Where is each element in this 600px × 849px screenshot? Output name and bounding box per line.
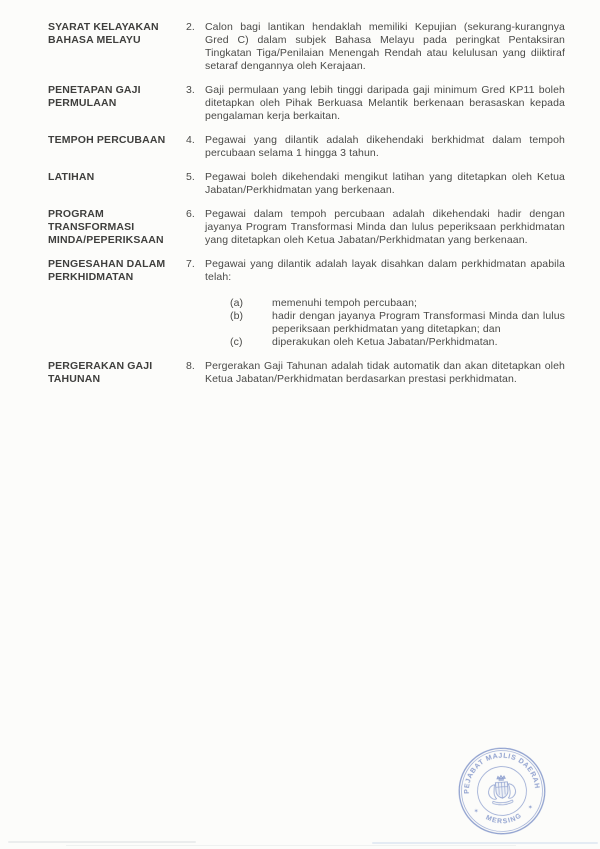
item-paragraph: Calon bagi lantikan hendaklah memiliki Kepujian (sekurang-kurangnya Gred C) dalam subjek Bahasa Melayu pada peringkat Pentaksiran Tingkatan Tiga/Penilaian Menengah Rendah atau kelulusan yang diiktiraf setaraf dengannya oleh Kerajaan. [205,21,565,72]
section-pengesahan [48,258,565,349]
item-body [205,134,565,160]
item-paragraph: Pegawai yang dilantik adalah dikehendaki berkhidmat dalam tempoh percubaan selama 1 hingga 3 tahun. [205,134,565,159]
item-paragraph: Pegawai dalam tempoh percubaan adalah dikehendaki hadir dengan jayanya Program Transformasi Minda dan lulus peperiksaan perkhidmatan yang ditetapkan oleh Ketua Jabatan/Perkhidmatan yang berkenaan. [205,208,565,246]
item-number: 5. [186,171,195,183]
item-paragraph: Gaji permulaan yang lebih tinggi daripada gaji minimum Gred KP11 boleh ditetapkan oleh Pihak Berkuasa Melantik berkenaan berasaskan kepada pengalaman kerja berkaitan. [205,84,565,122]
item-number: 8. [186,360,195,372]
section-pergerakan-gaji [48,360,565,386]
item-body [205,208,565,247]
official-stamp [456,745,548,837]
sub-item-label: (a) [230,297,244,309]
sub-item-text: diperakukan oleh Ketua Jabatan/Perkhidmatan. [272,336,498,348]
sub-item-text: hadir dengan jayanya Program Transformasi Minda dan lulus peperiksaan perkhidmatan yang ditetapkan; dan [272,310,565,335]
scan-artifact-left [8,841,196,843]
item-paragraph: Pegawai boleh dikehendaki mengikut latihan yang ditetapkan oleh Ketua Jabatan/Perkhidmatan yang berkenaan. [205,171,565,196]
item-paragraph: Pergerakan Gaji Tahunan adalah tidak automatik dan akan ditetapkan oleh Ketua Jabatan/Perkhidmatan berdasarkan prestasi perkhidmatan. [205,360,565,385]
sub-item-label: (b) [230,310,244,322]
item-number: 4. [186,134,195,146]
stamp-star-right-icon: ✶ [527,804,534,812]
section-heading: TEMPOH PERCUBAAN [48,134,166,146]
item-number: 7. [186,258,195,270]
sub-item-b [230,310,565,336]
section-program-transformasi [48,208,565,247]
item-paragraph: Pegawai yang dilantik adalah layak disahkan dalam perkhidmatan apabila telah: [205,258,565,283]
section-penetapan-gaji [48,84,565,123]
sub-list [230,297,565,349]
section-heading: LATIHAN [48,171,95,183]
document-content [48,21,565,397]
section-latihan [48,171,565,197]
sub-item-c [230,336,565,349]
section-heading: PERGERAKAN GAJI TAHUNAN [48,360,153,385]
sub-item-a [230,297,565,310]
coat-of-arms-icon [487,775,516,806]
item-body [205,360,565,386]
item-number: 2. [186,21,195,33]
stamp-star-left-icon: ✶ [473,808,479,815]
section-syarat-kelayakan [48,21,565,73]
item-body [205,258,565,349]
item-number: 6. [186,208,195,220]
item-body [205,171,565,197]
sub-item-text: memenuhi tempoh percubaan; [272,297,418,309]
item-number: 3. [186,84,195,96]
stamp-bottom-text: MERSING [484,812,524,826]
scan-artifact-right [372,842,598,844]
item-body [205,84,565,123]
sub-item-label: (c) [230,336,243,348]
item-body [205,21,565,73]
scan-artifact-middle [66,845,516,846]
section-tempoh-percubaan [48,134,565,160]
section-heading: PROGRAM TRANSFORMASI MINDA/PEPERIKSAAN [48,208,164,246]
section-heading: PENGESAHAN DALAM PERKHIDMATAN [48,258,166,283]
section-heading: PENETAPAN GAJI PERMULAAN [48,84,141,109]
section-heading: SYARAT KELAYAKAN BAHASA MELAYU [48,21,159,46]
stamp-arc-text: PEJABAT MAJLIS DAERAH [463,752,541,794]
